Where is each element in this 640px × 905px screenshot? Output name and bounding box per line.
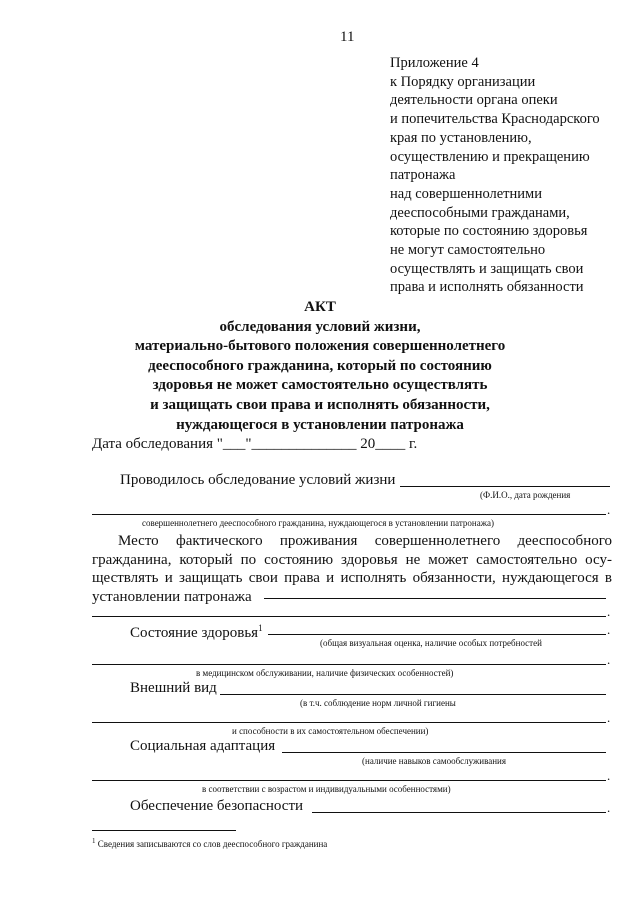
line-end-dot: . [607,768,611,783]
appendix-line: и попечительства Краснодарского [390,111,600,128]
health-line[interactable] [268,634,606,635]
survey-hint: (Ф.И.О., дата рождения [480,490,571,500]
appendix-line: над совершеннолетними [390,185,542,202]
appendix-line: патронажа [390,167,456,184]
appendix-line: Приложение 4 [390,55,479,71]
page-number: 11 [340,29,355,45]
survey-date-field[interactable]: Дата обследования "___"______________ 20____ г. [92,436,418,452]
residence-line-blank-2[interactable] [92,616,606,617]
health-hint: (общая визуальная оценка, наличие особых потребностей [320,638,542,648]
title-line: нуждающегося в установлении патронажа [176,416,464,433]
appendix-line: к Порядку организации [390,73,536,90]
survey-hint-2: совершеннолетнего дееспособного гражданина, нуждающегося в установлении патронажа) [142,518,494,528]
title-line: дееспособного гражданина, который по состоянию [148,357,492,374]
health-hint-2: в медицинском обслуживании, наличие физических особенностей) [196,668,454,678]
survey-fio-line[interactable] [400,486,610,487]
appearance-label: Внешний вид [130,680,217,696]
appendix-line: осуществлять и защищать свои [390,260,584,277]
footnote-mark: 1 [258,623,263,633]
safety-label: Обеспечение безопасности [130,798,304,814]
appendix-line: дееспособными гражданами, [390,204,570,221]
line-end-dot: . [607,710,611,725]
residence-line: гражданина, который по состоянию здоровья не может самостоятельно осу- [92,551,612,568]
footnote [92,836,327,850]
title-line: АКТ [304,299,336,315]
footnote-mark: 1 [92,837,96,845]
footnote-text: Сведения записываются со слов дееспособного гражданина [97,839,328,849]
appearance-line[interactable] [220,694,606,695]
health-label: Состояние здоровья$^1$ [130,623,263,641]
safety-line[interactable] [312,812,606,813]
appendix-line: осуществлению и прекращению [390,148,590,165]
title-line: и защищать свои права и исполнять обязанности, [150,396,490,413]
appearance-hint: (в т.ч. соблюдение норм личной гигиены [300,698,456,708]
social-line-2[interactable] [92,780,606,781]
residence-line: Место фактического проживания совершеннолетнего дееспособного [118,533,612,549]
social-hint-2: в соответствии с возрастом и индивидуальными особенностями) [202,784,451,794]
residence-line: ществлять и защищать свои права и исполнять обязанности, нуждающегося в [92,570,612,586]
residence-paragraph [92,532,612,606]
footnote-separator [92,830,236,831]
survey-continuation-line[interactable] [92,514,606,515]
title-line: здоровья не может самостоятельно осуществлять [152,377,488,394]
line-end-dot: . [607,502,611,517]
appendix-line: которые по состоянию здоровья [390,223,588,240]
line-end-dot: . [607,652,611,667]
appearance-line-2[interactable] [92,722,606,723]
appendix-line: права и исполнять обязанности [390,279,584,296]
appendix-reference [390,54,630,297]
title-line: обследования условий жизни, [219,318,421,335]
social-label: Социальная адаптация [130,738,276,754]
appendix-line: не могут самостоятельно [390,242,546,259]
social-line[interactable] [282,752,606,753]
line-end-dot: . [607,622,611,637]
health-line-2[interactable] [92,664,606,665]
line-end-dot: . [607,604,611,619]
appendix-line: деятельности органа опеки [390,92,558,109]
title-line: материально-бытового положения совершеннолетнего [134,338,506,355]
line-end-dot: . [607,800,611,815]
social-hint: (наличие навыков самообслуживания [362,756,506,766]
document-title [0,298,640,435]
survey-label: Проводилось обследование условий жизни [120,472,396,488]
appearance-hint-2: и способности в их самостоятельном обеспечении) [232,726,429,736]
residence-line: установлении патронажа [92,588,252,605]
appendix-line: края по установлению, [390,129,532,146]
residence-line-blank[interactable] [264,598,606,599]
